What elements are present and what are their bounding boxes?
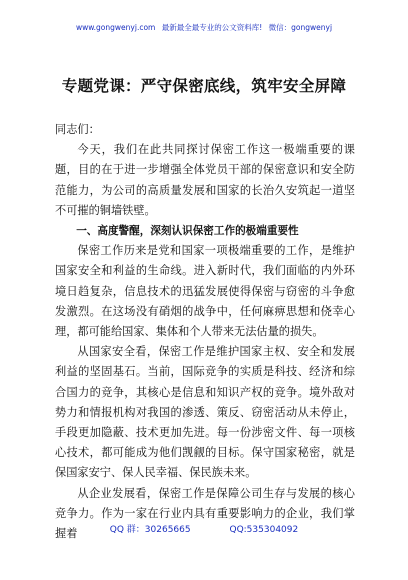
paragraph-2: 从国家安全看，保密工作是维护国家主权、安全和发展利益的坚固基石。当前，国际竞争的实质是科技、经济和综合国力的竞争，其核心是信息和知识产权的竞争。境外敌对势力和情报机构对我国的渗透、策反、窃密活动从未停止，手段更加隐蔽、技术更加先进。每一份涉密文件、每一项核心技术，都可能成为他们觊觎的目标。保守国家秘密，就是保国家安宁、保人民幸福、保民族未来。	[55, 345, 355, 480]
intro-paragraph: 今天，我们在此共同探讨保密工作这一极端重要的课题，目的在于进一步增强全体党员干部的保密意识和安全防范能力，为公司的高质量发展和国家的长治久安筑起一道坚不可摧的铜墙铁壁。	[55, 143, 355, 217]
header-site-link[interactable]: www.gongwenyj.com	[75, 23, 156, 32]
page-header	[0, 22, 408, 33]
page-footer	[0, 522, 408, 535]
header-slogan: 最新最全最专业的公文资料库!	[161, 23, 263, 32]
paragraph-3: 从企业发展看，保密工作是保障公司生存与发展的核心竞争力。作为一家在行业内具有重要影响力的企业，我们掌握着	[55, 486, 355, 541]
section-heading: 一、高度警醒，深刻认识保密工作的极端重要性	[76, 225, 299, 238]
salutation: 同志们：	[55, 123, 100, 136]
header-wechat: 微信：gongwenyj	[268, 23, 333, 32]
document-title: 专题党课：严守保密底线，筑牢安全屏障	[61, 77, 347, 95]
footer-qq-group: QQ 群：30265665	[109, 525, 191, 535]
footer-qq: QQ:535304092	[229, 525, 299, 535]
document-body	[55, 120, 355, 544]
paragraph-1: 保密工作历来是党和国家一项极端重要的工作，是维护国家安全和利益的生命线。进入新时代，我们面临的内外环境日趋复杂，信息技术的迅猛发展使得保密与窃密的斗争愈发激烈。在这场没有硝烟的战争中，任何麻痹思想和侥幸心理，都可能给国家、集体和个人带来无法估量的损失。	[55, 244, 355, 339]
